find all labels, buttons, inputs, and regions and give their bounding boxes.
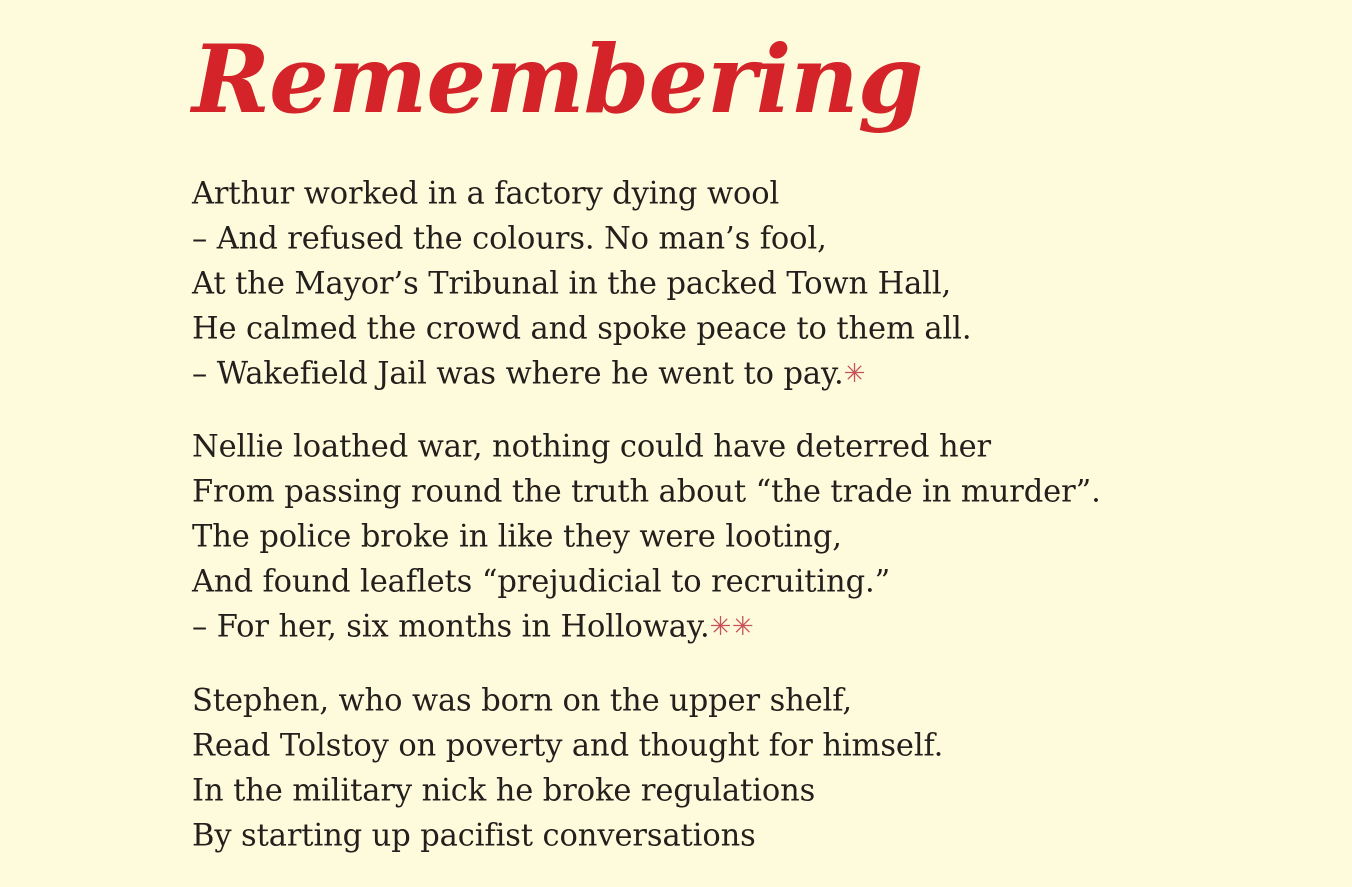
stanza: [192, 679, 1292, 859]
poem-line-text: Read Tolstoy on poverty and thought for himself.: [192, 728, 944, 764]
poem-body: [192, 172, 1292, 887]
poem-line: [192, 352, 1292, 397]
poem-line: [192, 217, 1292, 262]
page-title: Remembering: [192, 25, 923, 135]
poem-line: [192, 724, 1292, 769]
footnote-mark: ✳✳: [709, 612, 755, 643]
poem-line-text: – And refused the colours. No man’s fool,: [192, 221, 827, 257]
poem-line: [192, 307, 1292, 352]
poem-line-text: Nellie loathed war, nothing could have deterred her: [192, 429, 991, 465]
poem-line-text: In the military nick he broke regulations: [192, 772, 816, 808]
poem-line-text: And found leaflets “prejudicial to recruiting.”: [192, 564, 891, 600]
poem-line-text: – For her, six months in Holloway.: [192, 609, 710, 645]
poem-line-text: Arthur worked in a factory dying wool: [192, 176, 780, 212]
poem-line-text: The police broke in like they were looting,: [192, 519, 842, 555]
poem-line: [192, 470, 1292, 515]
poem-line: [192, 679, 1292, 724]
poem-line: [192, 605, 1292, 650]
poem-line-text: – Wakefield Jail was where he went to pay.: [192, 355, 844, 391]
stanza: [192, 172, 1292, 396]
poem-line: [192, 560, 1292, 605]
poem-line-text: From passing round the truth about “the trade in murder”.: [192, 474, 1101, 510]
stanza: [192, 425, 1292, 649]
poem-line-text: Stephen, who was born on the upper shelf,: [192, 683, 852, 719]
poem-line: [192, 262, 1292, 307]
poem-line: [192, 814, 1292, 859]
footnote-mark: ✳: [843, 358, 866, 389]
poem-line-text: By starting up pacifist conversations: [192, 817, 756, 853]
poem-line: [192, 769, 1292, 814]
poem-line: [192, 172, 1292, 217]
poem-line: [192, 425, 1292, 470]
poem-line-text: He calmed the crowd and spoke peace to them all.: [192, 310, 972, 346]
poem-line: [192, 515, 1292, 560]
poem-line-text: At the Mayor’s Tribunal in the packed Town Hall,: [192, 266, 952, 302]
